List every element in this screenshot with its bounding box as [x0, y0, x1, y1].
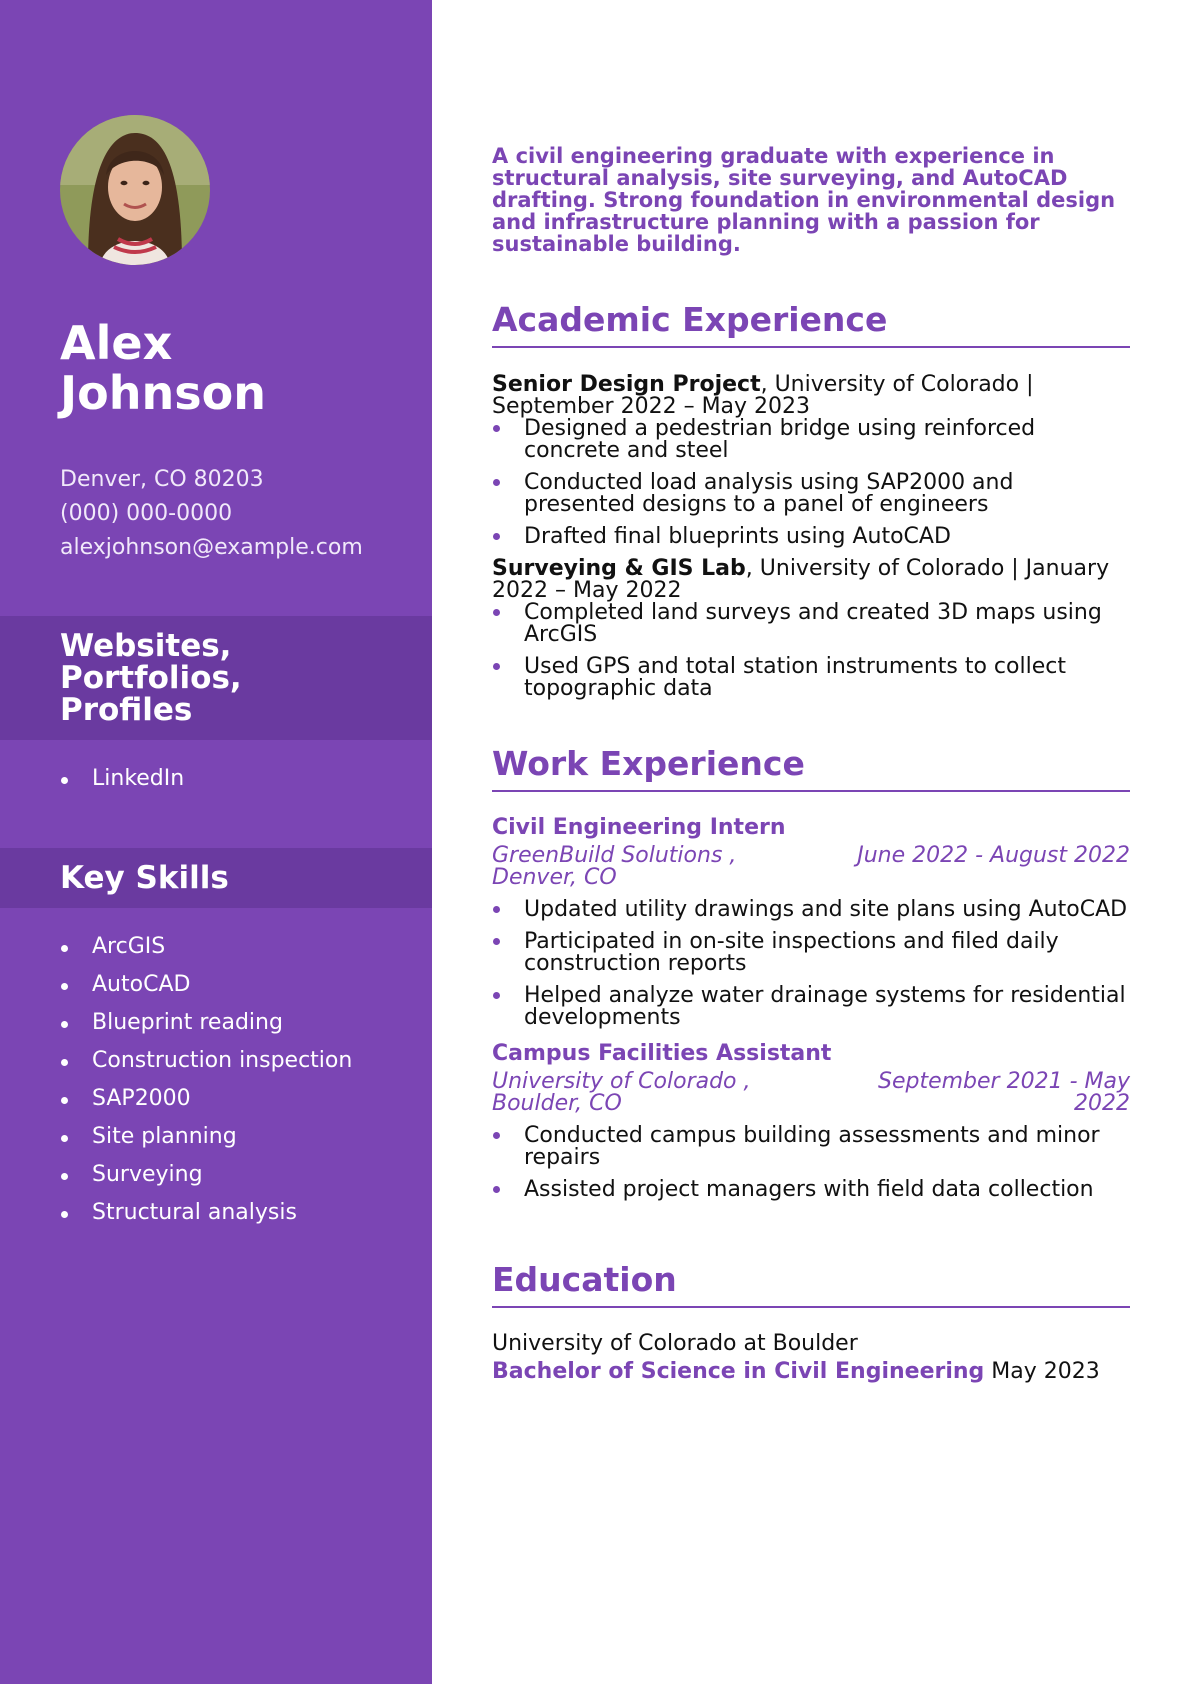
academic-entry-name: Surveying & GIS Lab [492, 556, 746, 581]
websites-header [0, 616, 432, 740]
summary: A civil engineering graduate with experience in structural analysis, site surveying, and AutoCAD drafting. Strong foundation in environmental design and infrastructure planning with a passion for sustainable building. [492, 144, 1116, 256]
profile-photo [60, 115, 210, 265]
bullet-item: Used GPS and total station instruments to collect topographic data [492, 656, 1130, 700]
bullet-item: Conducted load analysis using SAP2000 and presented designs to a panel of engineers [492, 472, 1130, 516]
skills-list [60, 932, 352, 1236]
bullet-item: Drafted final blueprints using AutoCAD [492, 526, 1130, 548]
education-degree-line [492, 1358, 1130, 1386]
job-bullets [492, 1125, 1130, 1201]
candidate-name [60, 318, 266, 418]
job-bullets [492, 899, 1130, 1029]
skill-item: Site planning [60, 1122, 352, 1160]
education-school: University of Colorado at Boulder [492, 1331, 858, 1356]
address: Denver, CO 80203 [60, 467, 264, 492]
skill-item: ArcGIS [60, 932, 352, 970]
sidebar [0, 0, 432, 1684]
bullet-item: Updated utility drawings and site plans using AutoCAD [492, 899, 1130, 921]
academic-entry-detail: , University of Colorado | January 2022 – May 2022 [492, 556, 1110, 603]
job-dates: June 2022 - August 2022 [857, 843, 1130, 868]
job-company: GreenBuild Solutions , Denver, CO [492, 843, 737, 890]
bullet-item: Completed land surveys and created 3D maps using ArcGIS [492, 602, 1130, 646]
websites-list [60, 764, 184, 802]
last-name: Johnson [60, 366, 266, 420]
academic-entry-heading [492, 558, 1130, 602]
academic-entry-detail: , University of Colorado | September 2022 – May 2023 [492, 372, 1034, 419]
website-link-linkedin[interactable]: LinkedIn [60, 764, 184, 802]
job-meta [492, 1071, 1130, 1115]
email[interactable]: alexjohnson@example.com [60, 535, 363, 560]
job-title: Campus Facilities Assistant [492, 1041, 832, 1066]
phone: (000) 000-0000 [60, 501, 233, 526]
skill-item: Surveying [60, 1160, 352, 1198]
job-title: Civil Engineering Intern [492, 815, 786, 840]
job-dates: September 2021 - May 2022 [878, 1069, 1130, 1116]
academic-bullets [492, 418, 1130, 548]
academic-title: Academic Experience [492, 300, 1130, 348]
education-degree: Bachelor of Science in Civil Engineering [492, 1359, 985, 1384]
bullet-item: Designed a pedestrian bridge using reinforced concrete and steel [492, 418, 1130, 462]
bullet-item: Assisted project managers with field data collection [492, 1179, 1130, 1201]
bullet-item: Participated in on-site inspections and filed daily construction reports [492, 931, 1130, 975]
websites-title: Websites, Portfolios, Profiles [60, 628, 242, 728]
skills-title: Key Skills [60, 860, 229, 896]
job-meta [492, 845, 1130, 889]
skill-item: SAP2000 [60, 1084, 352, 1122]
skill-item: Blueprint reading [60, 1008, 352, 1046]
contact-info [60, 463, 363, 565]
work-title: Work Experience [492, 744, 1130, 792]
bullet-item: Conducted campus building assessments and minor repairs [492, 1125, 1130, 1169]
academic-entry-heading [492, 374, 1130, 418]
skill-item: Construction inspection [60, 1046, 352, 1084]
skill-item: Structural analysis [60, 1198, 352, 1236]
work-section [492, 817, 1130, 1211]
first-name: Alex [60, 316, 173, 370]
academic-bullets [492, 602, 1130, 700]
skill-item: AutoCAD [60, 970, 352, 1008]
avatar [60, 115, 210, 265]
academic-section [492, 374, 1130, 710]
education-date: May 2023 [991, 1359, 1100, 1384]
bullet-item: Helped analyze water drainage systems for residential developments [492, 985, 1130, 1029]
job-company: University of Colorado , Boulder, CO [492, 1069, 751, 1116]
academic-entry-name: Senior Design Project [492, 372, 761, 397]
education-section [492, 1330, 1130, 1386]
skills-header [0, 848, 432, 908]
education-title: Education [492, 1260, 1130, 1308]
